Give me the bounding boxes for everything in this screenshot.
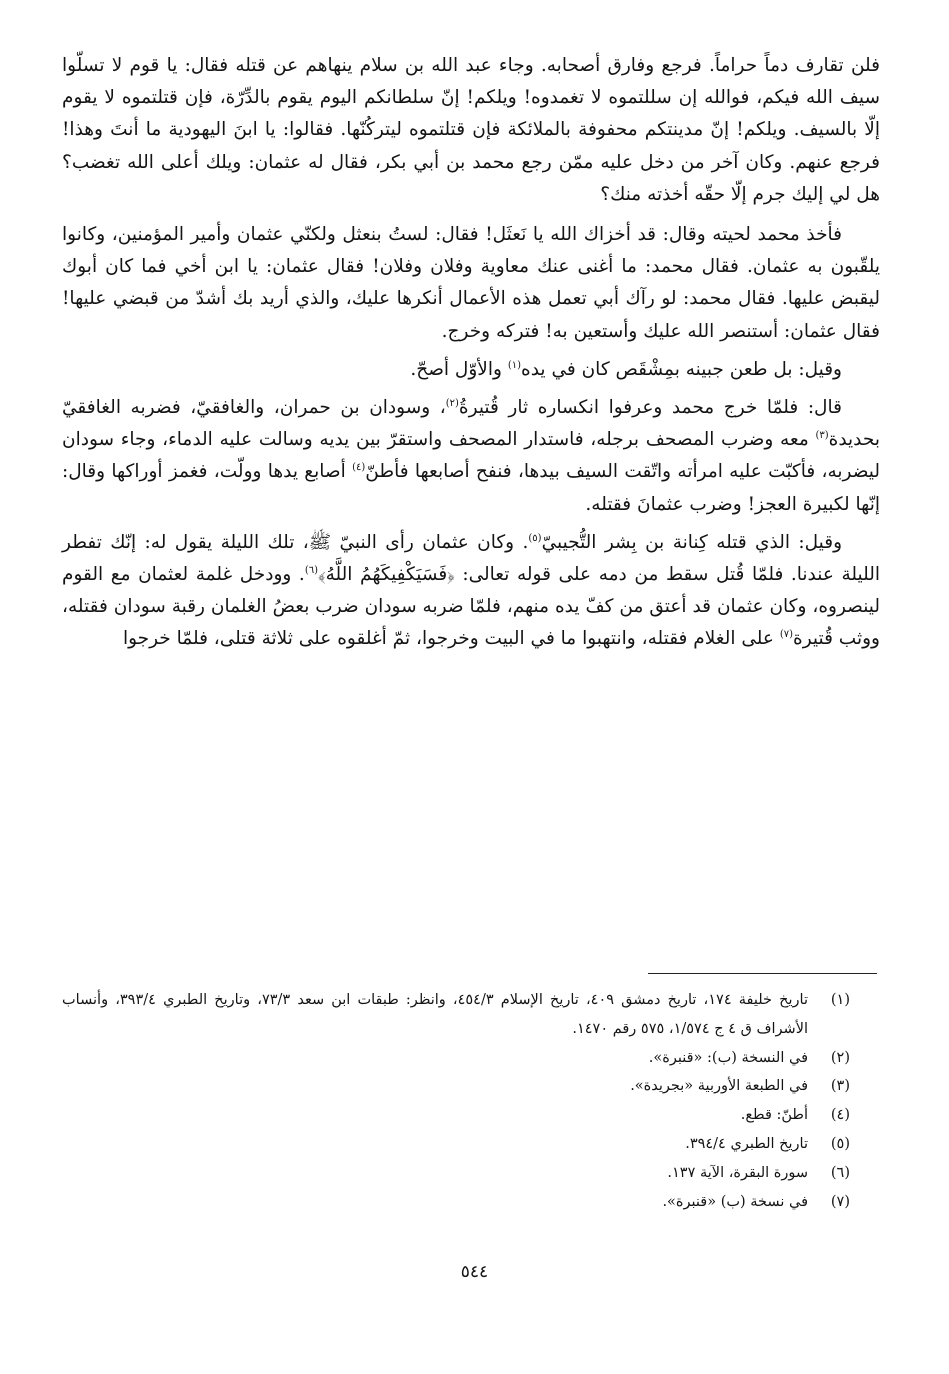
paragraph-3 xyxy=(62,354,880,386)
footnote-mark-7[interactable]: (٧) xyxy=(779,629,794,641)
paragraph-5-text-c: وودخل غلمة لعثمان مع القوم لينصروه، وكان عثمان قد أعتق من كفّ يده منهم، فلمّا ضربه سودان ضرب بعضُ الغلمان رقبة سودان فقتله، ووثب قُتيرة xyxy=(62,564,880,650)
footnote-4 xyxy=(62,1101,850,1130)
footnote-mark-2[interactable]: (٢) xyxy=(445,397,459,409)
paragraph-4-text-b: وسودان بن حمران، والغافقيّ، فضربه الغافقيّ بحديدة xyxy=(62,397,880,451)
paragraph-4-text-a: قال: فلمّا خرج محمد وعرفوا انكساره ثار قُتيرةُ xyxy=(458,397,842,419)
footnote-separator xyxy=(648,973,877,974)
footnote-mark-3[interactable]: (٣) xyxy=(815,430,829,442)
paragraph-4-text-d: أصابع يدها وولّت، فغمز أوراكها وقال: إنّها لكبيرة العجز! وضرب عثمانَ فقتله. xyxy=(62,461,880,515)
footnote-mark-6[interactable]: (٦) xyxy=(304,564,318,576)
footnote-mark-4[interactable]: (٤) xyxy=(352,462,366,474)
paragraph-3-text-b: والأوّل أصحّ. xyxy=(410,358,502,380)
footnote-5 xyxy=(62,1130,850,1159)
footnote-number: (٢) xyxy=(830,1049,850,1066)
footnote-text: سورة البقرة، الآية ١٣٧. xyxy=(667,1164,808,1181)
footnote-mark-1[interactable]: (١) xyxy=(507,359,522,371)
footnote-text: في الطبعة الأوربية «بجريدة». xyxy=(630,1078,808,1095)
paragraph-4: قال: فلمّا خرج محمد وعرفوا انكساره ثار قُتيرةُ$^{(٢)}$، وسودان بن حمران، والغافقيّ، فضربه الغافقيّ بحديدة$^{(٣)}$ معه وضرب المصحف برجله، فاستدار المصحف واستقرّ بين يديه وسالت عليه الدماء، وجاء سودان ليضربه، فأكبّت عليه امرأته واتّقت السيف بيدها، فنفح أصابعها فأطنّ$^{(٤)}$ أصابع يدها وولّت، فغمز أوراكها وقال: إنّها لكبيرة العجز! وضرب عثمانَ فقتله. xyxy=(62,397,880,515)
footnote-number: (٥) xyxy=(830,1135,850,1152)
footnote-7 xyxy=(62,1188,850,1217)
paragraph-5-text-b: وكان عثمان رأى النبيّ ﷺ، تلك الليلة يقول له: إنّك تفطر الليلة عندنا. فلمّا قُتل سقط من دمه على قوله تعالى: ﴿فَسَيَكْفِيكَهُمُ اللَّهُ﴾ xyxy=(62,531,881,586)
paragraph-5-text-d: على الغلام فقتله، وانتهبوا ما في البيت وخرجوا، ثمّ أغلقوه على ثلاثة قتلى، فلمّا خرجوا xyxy=(122,628,774,650)
footnote-3 xyxy=(62,1072,850,1101)
footnote-1 xyxy=(62,986,850,1044)
footnote-mark-5[interactable]: (٥) xyxy=(528,532,542,544)
paragraph-5-text-a: وقيل: الذي قتله كِنانة بن بِشر التُّجيبيّ xyxy=(541,531,843,553)
footnote-number: (١) xyxy=(830,992,850,1008)
paragraph-3-text-a: وقيل: بل طعن جبينه بمِشْقَص كان في يده xyxy=(521,358,842,380)
footnote-6 xyxy=(62,1159,850,1188)
footnote-number: (٦) xyxy=(830,1164,850,1181)
footnote-text: تاريخ الطبري ٣٩٤/٤. xyxy=(685,1135,808,1152)
paragraph-5: وقيل: الذي قتله كِنانة بن بِشر التُّجيبيّ$^{(٥)}$. وكان عثمان رأى النبيّ ﷺ، تلك الليلة يقول له: إنّك تفطر الليلة عندنا. فلمّا قُتل سقط من دمه على قوله تعالى: ﴿فَسَيَكْفِيكَهُمُ اللَّهُ﴾$^{(٦)}$. وودخل غلمة لعثمان مع القوم لينصروه، وكان عثمان قد أعتق من كفّ يده منهم، فلمّا ضربه سودان ضرب بعضُ الغلمان رقبة سودان فقتله، ووثب قُتيرة$^{(٧)}$ على الغلام فقتله، وانتهبوا ما في البيت وخرجوا، ثمّ أغلقوه على ثلاثة قتلى، فلمّا خرجوا xyxy=(62,531,881,650)
footnote-number: (٤) xyxy=(830,1107,850,1124)
footnote-text: تاريخ خليفة ١٧٤، تاريخ دمشق ٤٠٩، تاريخ الإسلام ٤٥٤/٣، وانظر: طبقات ابن سعد ٧٣/٣، وتاريخ الطبري ٣٩٣/٤، وأنساب الأشراف ق ٤ ج ١/٥٧٤، ٥٧٥ رقم ١٤٧٠. xyxy=(62,992,808,1037)
footnote-number: (٧) xyxy=(830,1193,850,1210)
paragraph-2: فأخذ محمد لحيته وقال: قد أخزاك الله يا نَعثَل! فقال: لستُ بنعثل ولكنّي عثمان وأمير المؤمنين، وكانوا يلقّبون به عثمان. فقال محمد: ما أغنى عنك معاوية وفلان وفلان! فقال عثمان: يا ابن أخي فما كان أبوك ليقبض عليها. فقال محمد: لو رآك أبي تعمل هذه الأعمال أنكرها عليك، والذي أريد بك أشدّ من قبضي عليها! فقال عثمان: أستنصر الله عليك وأستعين به! فتركه وخرج. xyxy=(62,224,880,342)
footnote-text: أطنّ: قطع. xyxy=(740,1107,808,1124)
footnote-number: (٣) xyxy=(830,1078,850,1095)
footnote-text: في النسخة (ب): «قنبرة». xyxy=(648,1049,808,1066)
footnote-2 xyxy=(62,1044,850,1073)
page-number: ٥٤٤ xyxy=(460,1262,489,1282)
paragraph-4-text-c: معه وضرب المصحف برجله، فاستدار المصحف واستقرّ بين يديه وسالت عليه الدماء، وجاء سودان ليضربه، فأكبّت عليه امرأته واتّقت السيف بيدها، فنفح أصابعها فأطنّ xyxy=(62,429,880,483)
paragraph-1: فلن تقارف دماً حراماً. فرجع وفارق أصحابه. وجاء عبد الله بن سلام ينهاهم عن قتله فقال: يا قوم لا تسلّوا سيف الله فيكم، فوالله إن سللتموه لا تغمدوه! ويلكم! إنّ سلطانكم اليوم يقوم بالدِّرّة، فإن قتلتموه لا يقوم إلّا بالسيف. ويلكم! إنّ مدينتكم محفوفة بالملائكة فإن قتلتموه ليتركُنّها. فقالوا: يا ابنَ اليهودية ما أنتَ وهذا! فرجع عنهم. وكان آخر من دخل عليه ممّن رجع محمد بن أبي بكر، فقال له عثمان: ويلك أعلى الله تغضب؟ هل لي إليك جرم إلّا حقّه أخذته منك؟ xyxy=(62,55,880,205)
footnotes xyxy=(62,986,850,1216)
footnote-text: في نسخة (ب) «قنبرة». xyxy=(662,1193,808,1210)
main-text xyxy=(62,50,880,656)
